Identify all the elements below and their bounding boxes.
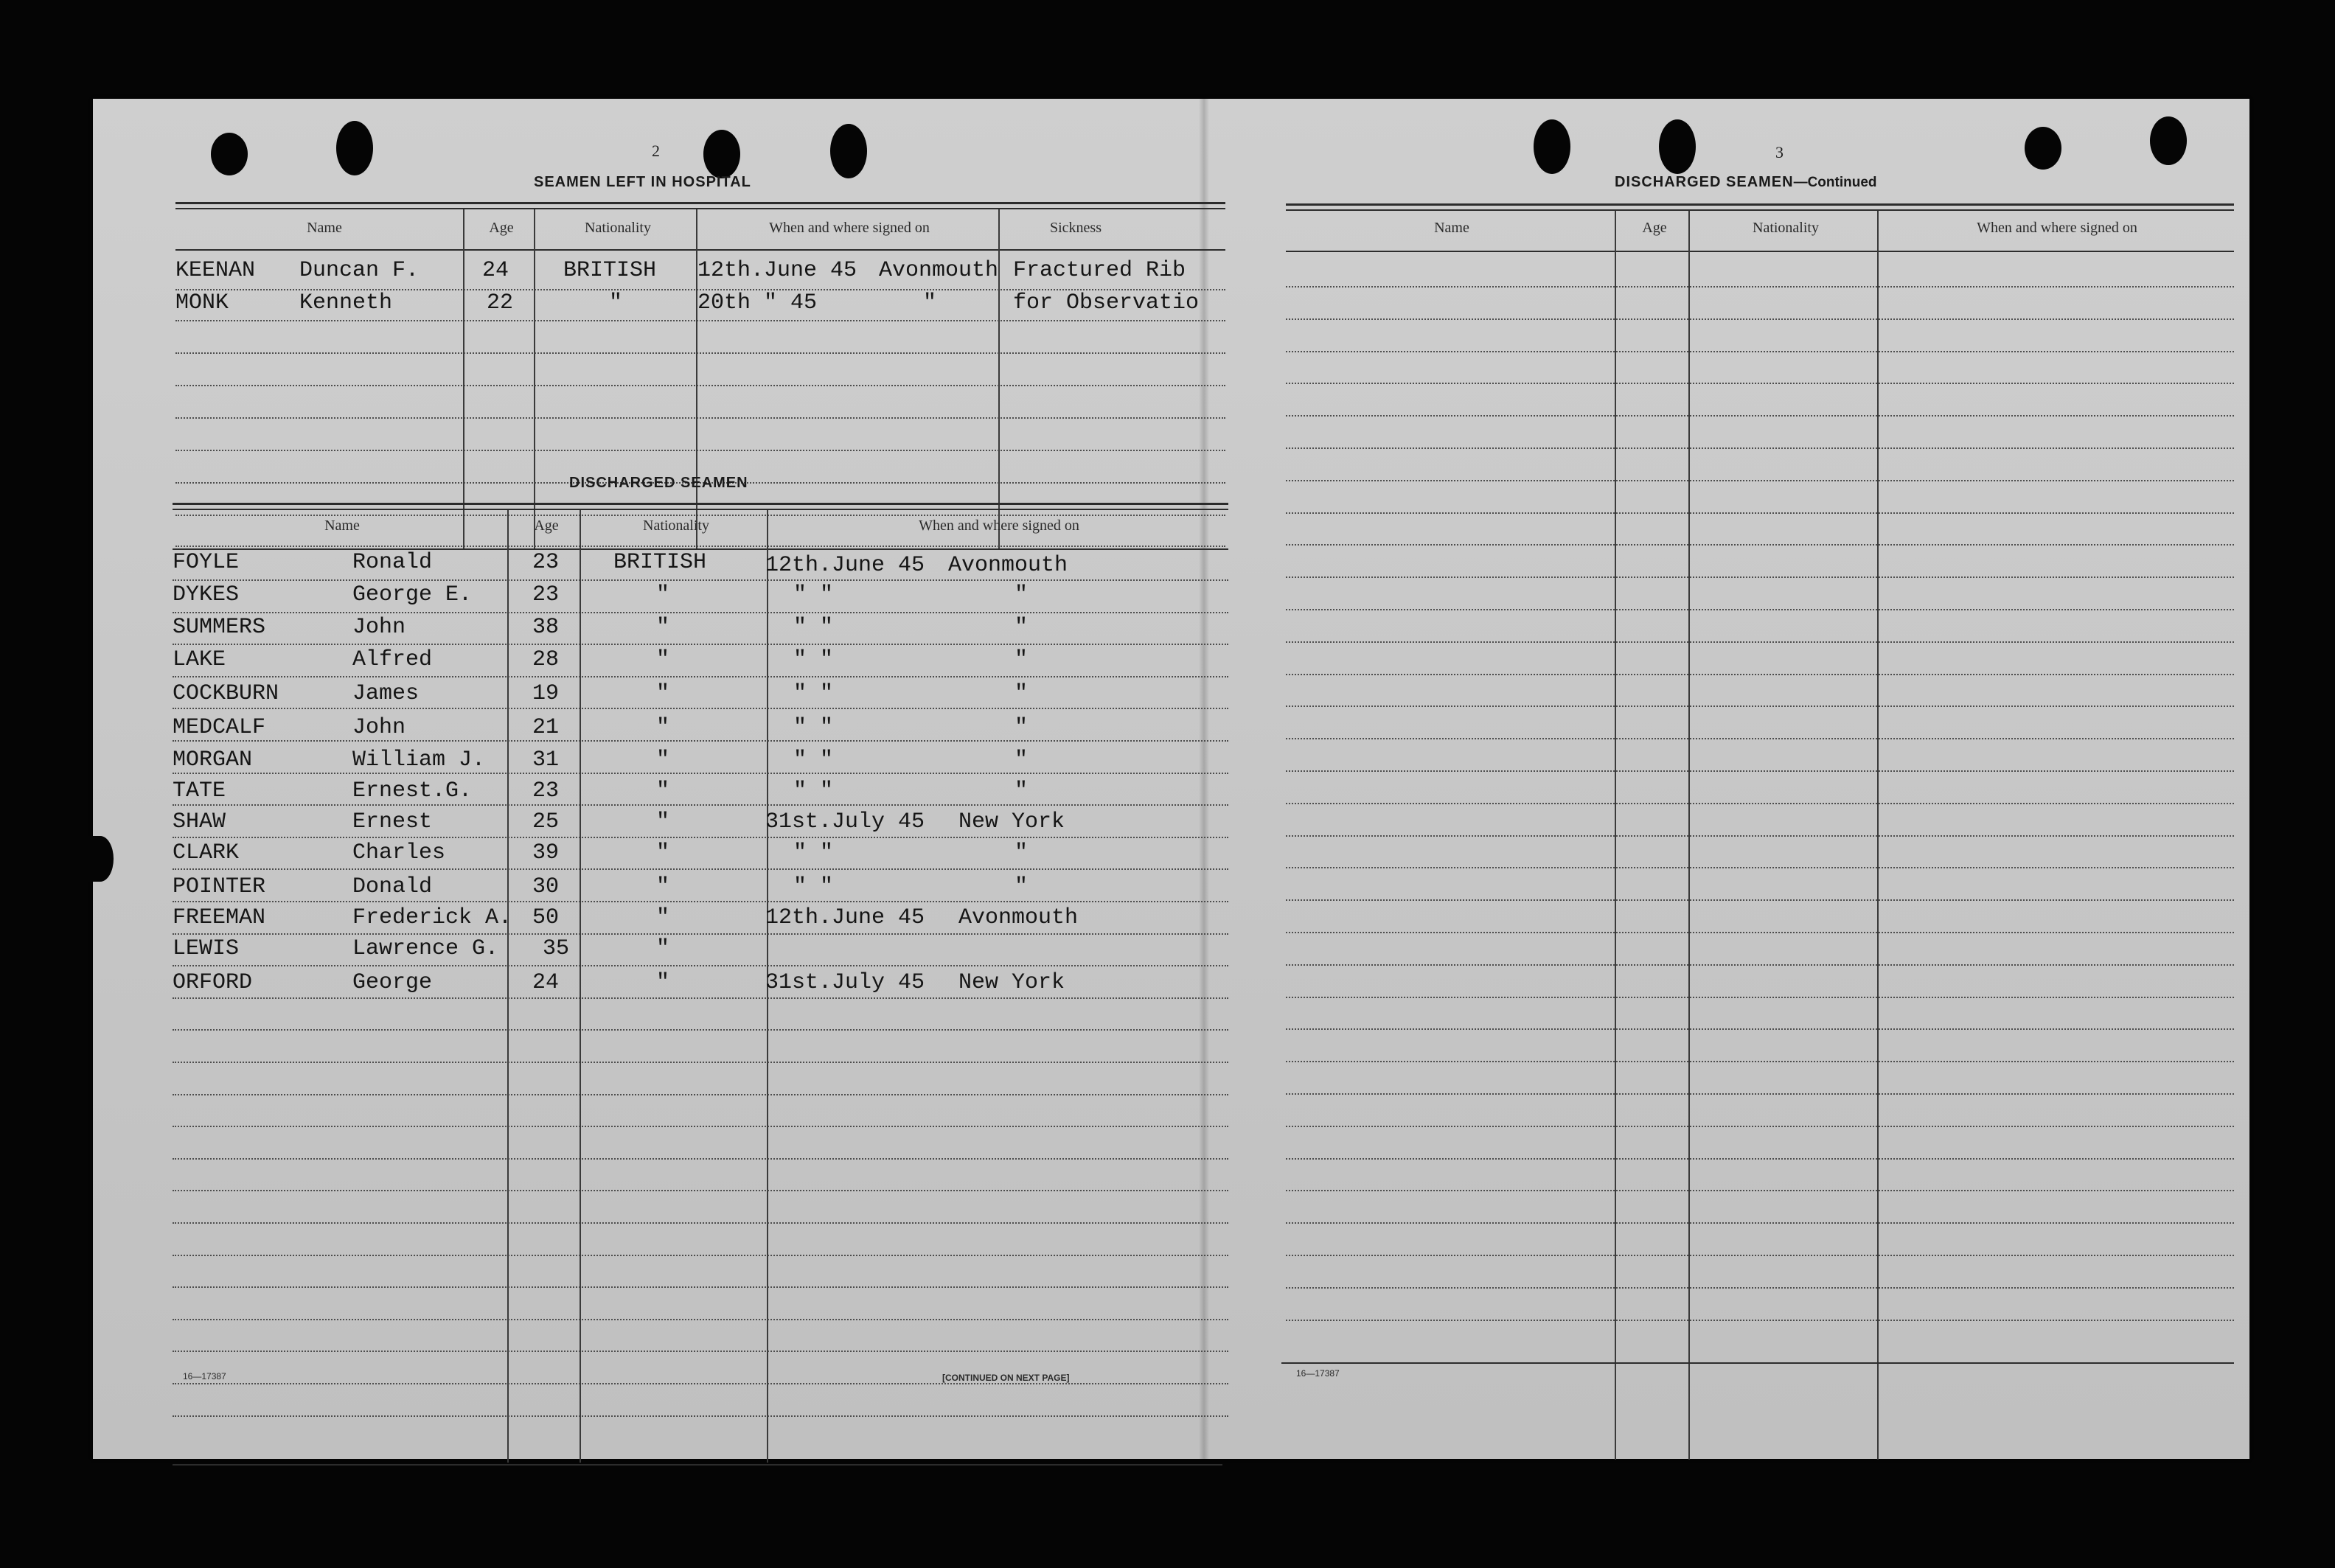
column-divider [998, 209, 1000, 548]
discharged-row-7-age: 31 [532, 748, 560, 773]
discharged-row-1-surname: FOYLE [173, 550, 240, 575]
discharged-row-1-date: 12th.June 45 [765, 553, 925, 578]
column-divider [463, 209, 464, 548]
discharged-row-13-surname: LEWIS [173, 936, 240, 961]
discharged-row-14-given: George [352, 970, 433, 995]
discharged-row-8-place: " [1015, 778, 1029, 804]
hospital-row-2-sickness: for Observatio [1013, 290, 1200, 316]
punch-hole [703, 130, 740, 178]
header-signed-on: When and where signed on [919, 518, 1079, 534]
row-line [173, 1158, 1228, 1160]
edge-notch [87, 836, 114, 882]
discharged-row-1-place: Avonmouth [948, 553, 1068, 578]
discharged-row-7-given: William J. [352, 748, 486, 773]
hospital-row-2-place: " [923, 290, 937, 316]
row-line [173, 1351, 1228, 1352]
discharged-row-12-nationality: " [656, 905, 670, 930]
header-age: Age [489, 220, 514, 236]
discharged-row-13-nationality: " [656, 936, 670, 961]
row-line [175, 385, 1225, 386]
discharged-row-12-date: 12th.June 45 [765, 905, 925, 930]
row-line [173, 868, 1228, 870]
hospital-row-2-age: 22 [487, 290, 514, 316]
form-number: 16—17387 [183, 1371, 226, 1381]
table-top-rule [175, 208, 1225, 209]
hospital-row-2-given: Kenneth [299, 290, 393, 316]
discharged-row-13-given: Lawrence G. [352, 936, 499, 961]
hospital-row-1-place: Avonmouth [879, 258, 999, 283]
row-line [175, 450, 1225, 451]
discharged-row-5-nationality: " [656, 681, 670, 706]
discharged-row-8-surname: TATE [173, 778, 226, 804]
table-bottom-rule [173, 1464, 1222, 1466]
table-bottom-rule [1281, 1362, 2234, 1364]
discharged-row-14-surname: ORFORD [173, 970, 253, 995]
discharged-row-2-nationality: " [656, 582, 670, 607]
row-line [173, 773, 1228, 774]
row-line [173, 708, 1228, 709]
row-line [1286, 415, 2234, 417]
discharged-row-2-given: George E. [352, 582, 473, 607]
discharged-row-8-nationality: " [656, 778, 670, 804]
row-line [173, 1222, 1228, 1224]
row-line [173, 804, 1228, 806]
row-line [1286, 770, 2234, 772]
row-line [173, 612, 1228, 613]
header-age: Age [1642, 220, 1667, 236]
discharged-row-12-given: Frederick A. [352, 905, 512, 930]
section-title-hospital: SEAMEN LEFT IN HOSPITAL [534, 174, 751, 190]
discharged-row-9-place: New York [958, 809, 1065, 834]
discharged-row-4-given: Alfred [352, 647, 433, 672]
discharged-row-8-age: 23 [532, 778, 560, 804]
column-divider [534, 209, 535, 548]
discharged-row-1-nationality: BRITISH [613, 550, 707, 575]
discharged-row-7-nationality: " [656, 748, 670, 773]
section-title-discharged: DISCHARGED SEAMEN [569, 475, 748, 491]
header-rule [175, 249, 1225, 251]
punch-hole [2150, 116, 2187, 165]
row-line [173, 1190, 1228, 1191]
row-line [1286, 1028, 2234, 1030]
row-line [1286, 1190, 2234, 1191]
row-line [1286, 544, 2234, 546]
discharged-row-9-age: 25 [532, 809, 560, 834]
discharged-row-12-surname: FREEMAN [173, 905, 266, 930]
discharged-row-6-age: 21 [532, 715, 560, 740]
discharged-row-10-date: " " [793, 840, 834, 865]
hospital-row-2-nationality: " [609, 290, 623, 316]
row-line [173, 1415, 1228, 1417]
row-line [173, 965, 1228, 966]
hospital-row-1-date: 12th.June 45 [697, 258, 857, 283]
row-line [173, 1094, 1228, 1095]
punch-hole [830, 124, 867, 178]
discharged-row-13-age: 35 [543, 936, 570, 961]
discharged-row-8-given: Ernest.G. [352, 778, 473, 804]
section-title-text: DISCHARGED SEAMEN [1615, 174, 1794, 190]
table-top-rule [1286, 203, 2234, 206]
row-line [1286, 932, 2234, 933]
row-line [1286, 738, 2234, 739]
header-name: Name [324, 518, 360, 534]
discharged-row-2-place: " [1015, 582, 1029, 607]
row-line [1286, 351, 2234, 352]
section-title-discharged-continued [1615, 174, 1877, 191]
row-line [1286, 1255, 2234, 1256]
discharged-row-11-place: " [1015, 874, 1029, 899]
discharged-row-7-date: " " [793, 748, 834, 773]
table-top-rule [1286, 209, 2234, 211]
row-line [1286, 803, 2234, 804]
row-line [1286, 867, 2234, 868]
punch-hole [1659, 119, 1696, 174]
discharged-row-11-date: " " [793, 874, 834, 899]
header-name: Name [307, 220, 342, 236]
row-line [173, 1319, 1228, 1320]
row-line [1286, 705, 2234, 707]
discharged-row-14-date: 31st.July 45 [765, 970, 925, 995]
discharged-row-1-given: Ronald [352, 550, 433, 575]
punch-hole [1534, 119, 1570, 174]
discharged-row-4-date: " " [793, 647, 834, 672]
row-line [173, 997, 1228, 999]
discharged-row-9-given: Ernest [352, 809, 433, 834]
page-number: 2 [652, 142, 660, 160]
header-rule [1286, 251, 2234, 252]
discharged-row-8-date: " " [793, 778, 834, 804]
discharged-row-4-place: " [1015, 647, 1029, 672]
punch-hole [211, 133, 248, 175]
document-sheet [93, 99, 2249, 1459]
row-line [1286, 997, 2234, 998]
discharged-row-1-age: 23 [532, 550, 560, 575]
row-line [1286, 964, 2234, 966]
discharged-row-11-nationality: " [656, 874, 670, 899]
discharged-row-9-surname: SHAW [173, 809, 226, 834]
hospital-row-1-given: Duncan F. [299, 258, 420, 283]
row-line [173, 1255, 1228, 1256]
hospital-row-2-date: 20th " 45 [697, 290, 818, 316]
discharged-row-3-age: 38 [532, 615, 560, 640]
row-line [173, 901, 1228, 902]
discharged-row-9-date: 31st.July 45 [765, 809, 925, 834]
row-line [1286, 1126, 2234, 1127]
discharged-row-3-surname: SUMMERS [173, 615, 266, 640]
row-line [1286, 1287, 2234, 1289]
discharged-row-5-date: " " [793, 681, 834, 706]
hospital-row-1-age: 24 [482, 258, 509, 283]
discharged-row-5-given: James [352, 681, 420, 706]
discharged-row-3-nationality: " [656, 615, 670, 640]
punch-hole [336, 121, 373, 175]
row-line [1286, 480, 2234, 481]
discharged-row-10-surname: CLARK [173, 840, 240, 865]
row-line [1286, 674, 2234, 675]
row-line [173, 644, 1228, 645]
header-name: Name [1434, 220, 1469, 236]
row-line [173, 1062, 1228, 1063]
row-line [1286, 1320, 2234, 1321]
row-line [175, 320, 1225, 321]
row-line [175, 352, 1225, 354]
discharged-row-12-age: 50 [532, 905, 560, 930]
row-line [175, 515, 1225, 516]
row-line [1286, 1222, 2234, 1224]
discharged-row-11-given: Donald [352, 874, 433, 899]
discharged-row-3-given: John [352, 615, 406, 640]
discharged-row-10-nationality: " [656, 840, 670, 865]
discharged-row-6-place: " [1015, 715, 1029, 740]
row-line [175, 417, 1225, 419]
discharged-row-2-date: " " [793, 582, 834, 607]
discharged-row-6-nationality: " [656, 715, 670, 740]
row-line [1286, 383, 2234, 384]
hospital-row-1-nationality: BRITISH [563, 258, 657, 283]
row-line [1286, 641, 2234, 643]
discharged-row-12-place: Avonmouth [958, 905, 1079, 930]
row-line [173, 1029, 1228, 1031]
discharged-row-4-age: 28 [532, 647, 560, 672]
discharged-row-9-nationality: " [656, 809, 670, 834]
discharged-row-5-surname: COCKBURN [173, 681, 279, 706]
row-line [1286, 835, 2234, 837]
header-age: Age [534, 518, 559, 534]
discharged-row-11-surname: POINTER [173, 874, 266, 899]
discharged-row-7-place: " [1015, 748, 1029, 773]
header-signed-on: When and where signed on [1977, 220, 2137, 236]
discharged-row-6-date: " " [793, 715, 834, 740]
punch-hole [2025, 127, 2061, 170]
header-sickness: Sickness [1050, 220, 1102, 236]
discharged-row-5-age: 19 [532, 681, 560, 706]
row-line [1286, 286, 2234, 288]
row-line [1286, 447, 2234, 449]
discharged-row-2-surname: DYKES [173, 582, 240, 607]
hospital-row-2-surname: MONK [175, 290, 229, 316]
discharged-row-3-date: " " [793, 615, 834, 640]
discharged-row-6-surname: MEDCALF [173, 715, 266, 740]
discharged-row-10-age: 39 [532, 840, 560, 865]
discharged-row-4-nationality: " [656, 647, 670, 672]
row-line [1286, 1061, 2234, 1062]
row-line [173, 579, 1228, 581]
row-line [173, 676, 1228, 677]
discharged-row-10-given: Charles [352, 840, 446, 865]
row-line [173, 740, 1228, 742]
row-line [1286, 512, 2234, 514]
discharged-row-6-given: John [352, 715, 406, 740]
row-line [173, 837, 1228, 838]
row-line [173, 1383, 1228, 1384]
discharged-row-4-surname: LAKE [173, 647, 226, 672]
row-line [1286, 318, 2234, 320]
row-line [1286, 1158, 2234, 1160]
discharged-row-10-place: " [1015, 840, 1029, 865]
header-nationality: Nationality [1753, 220, 1819, 236]
form-number: 16—17387 [1296, 1368, 1340, 1379]
discharged-row-3-place: " [1015, 615, 1029, 640]
discharged-row-14-nationality: " [656, 970, 670, 995]
table-top-rule [173, 509, 1228, 510]
discharged-row-7-surname: MORGAN [173, 748, 253, 773]
discharged-row-5-place: " [1015, 681, 1029, 706]
row-line [173, 933, 1228, 935]
section-title-suffix: —Continued [1793, 175, 1877, 190]
row-line [175, 546, 1225, 547]
row-line [1286, 609, 2234, 610]
header-nationality: Nationality [585, 220, 651, 236]
discharged-row-2-age: 23 [532, 582, 560, 607]
row-line [173, 1126, 1228, 1127]
row-line [1286, 899, 2234, 901]
table-top-rule [175, 202, 1225, 204]
discharged-row-14-place: New York [958, 970, 1065, 995]
continued-note: [CONTINUED ON NEXT PAGE] [942, 1373, 1070, 1383]
header-signed-on: When and where signed on [769, 220, 930, 236]
discharged-row-11-age: 30 [532, 874, 560, 899]
page-number: 3 [1775, 143, 1784, 161]
hospital-row-1-surname: KEENAN [175, 258, 256, 283]
table-top-rule [173, 503, 1228, 505]
row-line [1286, 576, 2234, 578]
row-line [1286, 1093, 2234, 1095]
header-nationality: Nationality [643, 518, 709, 534]
discharged-row-14-age: 24 [532, 970, 560, 995]
hospital-row-1-sickness: Fractured Rib [1013, 258, 1186, 283]
row-line [173, 1286, 1228, 1288]
